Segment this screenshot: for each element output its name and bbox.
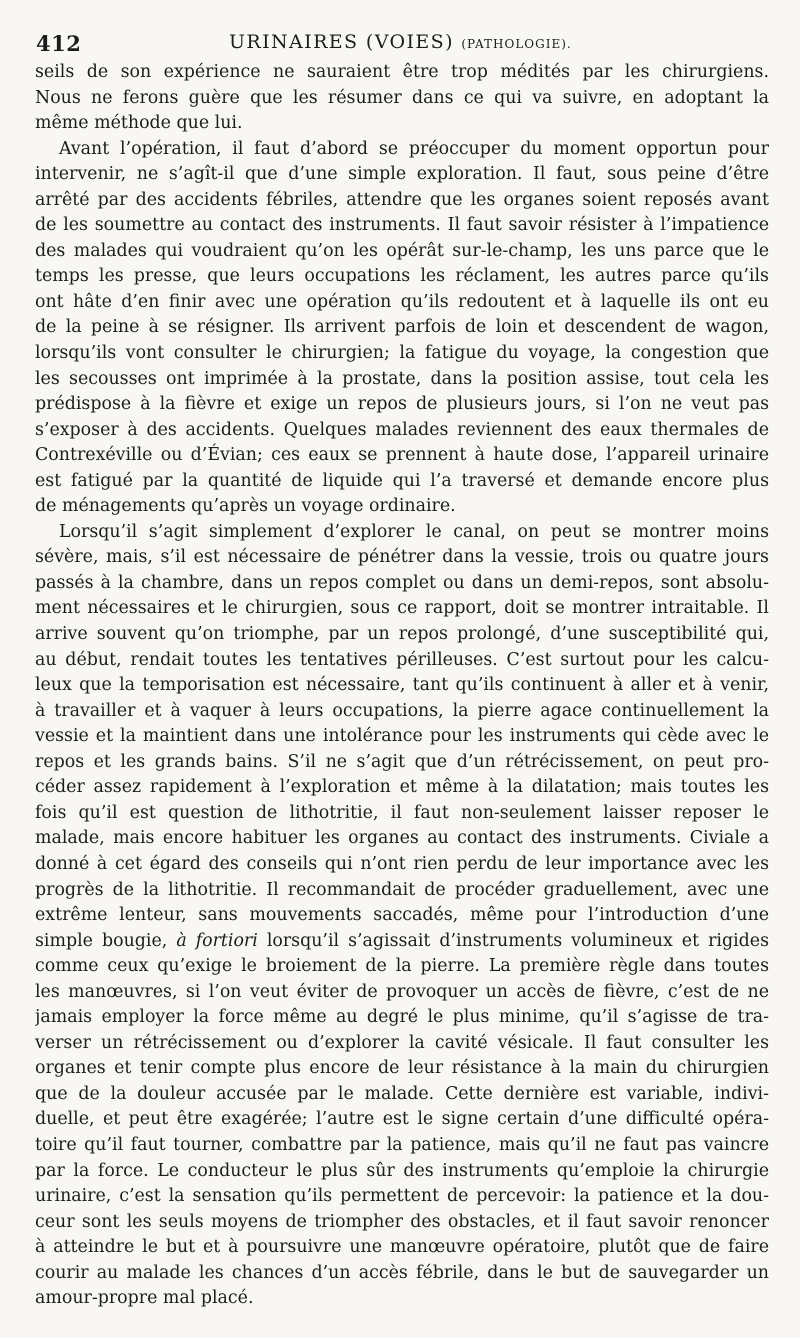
text-line bbox=[35, 826, 769, 852]
text-line bbox=[35, 137, 769, 163]
text-segment: leux que la temporisation est nécessaire, tant qu’ils continuent à aller et à venir, bbox=[35, 675, 769, 696]
text-segment: passés à la chambre, dans un repos complet ou dans un demi-repos, sont absolu- bbox=[35, 572, 769, 593]
text-segment: les secousses ont imprimée à la prostate, dans la position assise, tout cela les bbox=[35, 368, 769, 389]
text-line bbox=[35, 469, 769, 495]
text-line bbox=[35, 571, 769, 597]
text-line bbox=[35, 954, 769, 980]
text-line bbox=[35, 1107, 769, 1133]
text-line bbox=[35, 1133, 769, 1159]
text-line bbox=[35, 162, 769, 188]
text-line bbox=[35, 392, 769, 418]
text-segment: est fatigué par la quantité de liquide qui l’a traversé et demande encore plus bbox=[35, 470, 769, 491]
text-segment: progrès de la lithotritie. Il recommandait de procéder graduellement, avec une bbox=[35, 879, 769, 900]
text-segment: de les soumettre au contact des instruments. Il faut savoir résister à l’impatience bbox=[35, 215, 769, 236]
text-segment: céder assez rapidement à l’exploration et même à la dilatation; mais toutes les bbox=[35, 777, 769, 798]
text-segment: fois qu’il est question de lithotritie, il faut non-seulement laisser reposer le bbox=[35, 802, 769, 823]
text-line bbox=[35, 443, 769, 469]
text-line bbox=[35, 60, 769, 86]
text-segment: urinaire, c’est la sensation qu’ils permettent de percevoir: la patience et la dou- bbox=[35, 1186, 769, 1207]
text-segment: simple bougie, bbox=[35, 930, 177, 951]
text-segment: toire qu’il faut tourner, combattre par la patience, mais qu’il ne faut pas vaincre bbox=[35, 1134, 769, 1155]
text-segment: Lorsqu’il s’agit simplement d’explorer le canal, on peut se montrer moins bbox=[59, 521, 769, 542]
text-line bbox=[35, 188, 769, 214]
text-line bbox=[35, 290, 769, 316]
text-line bbox=[35, 775, 769, 801]
text-line bbox=[35, 367, 769, 393]
text-line bbox=[35, 111, 769, 137]
text-segment: organes et tenir compte plus encore de leur résistance à la main du chirurgien bbox=[35, 1058, 769, 1079]
running-head bbox=[229, 31, 572, 53]
text-segment: prédispose à la fièvre et exige un repos de plusieurs jours, si l’on ne veut pas bbox=[35, 394, 769, 415]
text-line bbox=[35, 1159, 769, 1185]
text-line bbox=[35, 1056, 769, 1082]
text-line bbox=[35, 264, 769, 290]
text-line bbox=[35, 1235, 769, 1261]
text-segment: au début, rendait toutes les tentatives périlleuses. C’est surtout pour les calcu- bbox=[35, 649, 769, 670]
text-segment: verser un rétrécissement ou d’explorer la cavité vésicale. Il faut consulter les bbox=[35, 1032, 769, 1053]
text-line bbox=[35, 315, 769, 341]
text-line bbox=[35, 724, 769, 750]
text-segment: courir au malade les chances d’un accès fébrile, dans le but de sauvegarder un bbox=[35, 1262, 769, 1283]
text-line bbox=[35, 545, 769, 571]
text-segment: à travailler et à vaquer à leurs occupations, la pierre agace continuellement la bbox=[35, 700, 769, 721]
text-line bbox=[35, 903, 769, 929]
text-line bbox=[35, 852, 769, 878]
text-line bbox=[35, 520, 769, 546]
page-header bbox=[36, 31, 766, 61]
text-line bbox=[35, 622, 769, 648]
text-segment: malade, mais encore habituer les organes au contact des instruments. Civiale a bbox=[35, 828, 769, 849]
text-segment: à atteindre le but et à poursuivre une manœuvre opératoire, plutôt que de faire bbox=[35, 1237, 769, 1258]
text-line bbox=[35, 418, 769, 444]
text-line bbox=[35, 1261, 769, 1287]
text-line bbox=[35, 801, 769, 827]
text-line bbox=[35, 929, 769, 955]
text-line bbox=[35, 494, 769, 520]
body-text bbox=[35, 60, 769, 1312]
text-segment: de la peine à se résigner. Ils arrivent parfois de loin et descendent de wagon, bbox=[35, 317, 769, 338]
text-line bbox=[35, 699, 769, 725]
text-segment: que de la douleur accusée par le malade. Cette dernière est variable, indivi- bbox=[35, 1083, 769, 1104]
text-line bbox=[35, 86, 769, 112]
text-line bbox=[35, 1005, 769, 1031]
text-segment: sévère, mais, s’il est nécessaire de pénétrer dans la vessie, trois ou quatre jours bbox=[35, 547, 769, 568]
text-line bbox=[35, 341, 769, 367]
text-segment: donné à cet égard des conseils qui n’ont rien perdu de leur importance avec les bbox=[35, 853, 769, 874]
text-segment: temps les presse, que leurs occupations les réclament, les autres parce qu’ils bbox=[35, 266, 769, 287]
text-line bbox=[35, 1082, 769, 1108]
text-segment: par la force. Le conducteur le plus sûr des instruments qu’emploie la chirurgie bbox=[35, 1160, 769, 1181]
text-line bbox=[35, 750, 769, 776]
text-line bbox=[35, 980, 769, 1006]
text-line bbox=[35, 1031, 769, 1057]
text-segment: repos et les grands bains. S’il ne s’agit que d’un rétrécissement, on peut pro- bbox=[35, 751, 769, 772]
text-segment: même méthode que lui. bbox=[35, 113, 243, 134]
text-segment: extrême lenteur, sans mouvements saccadés, même pour l’introduction d’une bbox=[35, 905, 769, 926]
text-line bbox=[35, 239, 769, 265]
text-segment: ment nécessaires et le chirurgien, sous ce rapport, doit se montrer intraitable. Il bbox=[35, 598, 769, 619]
running-head-title: URINAIRES (VOIES) bbox=[229, 31, 454, 53]
text-segment: duelle, et peut être exagérée; l’autre est le signe certain d’une difficulté opéra- bbox=[35, 1109, 769, 1130]
text-line bbox=[35, 878, 769, 904]
text-segment: comme ceux qu’exige le broiement de la pierre. La première règle dans toutes bbox=[35, 956, 769, 977]
text-line bbox=[35, 648, 769, 674]
text-segment: s’exposer à des accidents. Quelques malades reviennent des eaux thermales de bbox=[35, 419, 769, 440]
text-line bbox=[35, 596, 769, 622]
text-segment: ceur sont les seuls moyens de triompher des obstacles, et il faut savoir renoncer bbox=[35, 1211, 769, 1232]
text-segment: des malades qui voudraient qu’on les opérât sur-le-champ, les uns parce que le bbox=[35, 240, 769, 261]
running-head-subtitle: (PATHOLOGIE). bbox=[461, 37, 572, 51]
text-segment: lorsqu’il s’agissait d’instruments volumineux et rigides bbox=[257, 930, 769, 951]
text-segment: de ménagements qu’après un voyage ordinaire. bbox=[35, 496, 456, 517]
text-segment: amour-propre mal placé. bbox=[35, 1288, 254, 1309]
text-segment: jamais employer la force même au degré le plus minime, qu’il s’agisse de tra- bbox=[35, 1007, 769, 1028]
page-number: 412 bbox=[36, 31, 82, 56]
text-line bbox=[35, 1184, 769, 1210]
text-segment: arrive souvent qu’on triomphe, par un repos prolongé, d’une susceptibilité qui, bbox=[35, 624, 769, 645]
text-segment: lorsqu’ils vont consulter le chirurgien; la fatigue du voyage, la congestion que bbox=[35, 343, 769, 364]
text-segment: intervenir, ne s’agît-il que d’une simple exploration. Il faut, sous peine d’être bbox=[35, 164, 769, 185]
text-segment: Avant l’opération, il faut d’abord se préoccuper du moment opportun pour bbox=[59, 138, 769, 159]
text-segment: Nous ne ferons guère que les résumer dans ce qui va suivre, en adoptant la bbox=[35, 87, 769, 108]
italic-text: à fortiori bbox=[176, 930, 258, 951]
text-segment: Contrexéville ou d’Évian; ces eaux se prennent à haute dose, l’appareil urinaire bbox=[35, 445, 769, 466]
text-segment: seils de son expérience ne sauraient être trop médités par les chirurgiens. bbox=[35, 62, 769, 82]
text-line bbox=[35, 213, 769, 239]
text-line bbox=[35, 673, 769, 699]
text-line bbox=[35, 1286, 769, 1312]
text-segment: ont hâte d’en finir avec une opération qu’ils redoutent et à laquelle ils ont eu bbox=[35, 291, 769, 312]
text-segment: les manœuvres, si l’on veut éviter de provoquer un accès de fièvre, c’est de ne bbox=[35, 981, 769, 1002]
text-segment: vessie et la maintient dans une intolérance pour les instruments qui cède avec le bbox=[35, 726, 769, 747]
text-line bbox=[35, 1210, 769, 1236]
text-segment: arrêté par des accidents fébriles, attendre que les organes soient reposés avant bbox=[35, 189, 769, 210]
